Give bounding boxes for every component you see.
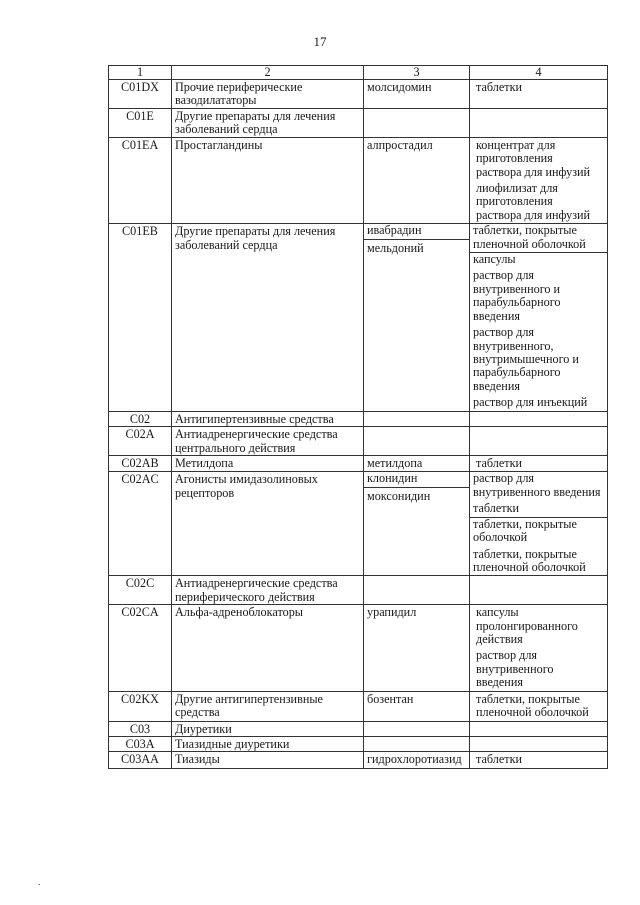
dosage-form: таблетки, покрытые пленочной оболочкой bbox=[473, 546, 586, 574]
drug-name-cell bbox=[364, 108, 470, 137]
table-row bbox=[109, 721, 608, 736]
dosage-form: таблетки, покрытые оболочкой bbox=[473, 516, 577, 545]
group-name: Агонисты имидазолиновых рецепторов bbox=[172, 472, 364, 576]
group-name: Другие антигипертензивные средства bbox=[172, 691, 364, 721]
drug-name-cell bbox=[364, 224, 470, 411]
group-name: Прочие периферические вазодилататоры bbox=[172, 80, 364, 109]
dosage-form: раствор для внутривенного и парабульбарного введения bbox=[473, 268, 561, 323]
drug-name-cell bbox=[364, 137, 470, 224]
atc-code: C02KX bbox=[109, 691, 172, 721]
drug-forms bbox=[473, 457, 604, 471]
table-row bbox=[109, 224, 608, 411]
dosage-form-cell bbox=[470, 455, 608, 471]
group-name: Другие препараты для лечения заболеваний сердца bbox=[172, 224, 364, 411]
group-name: Тиазидные диуретики bbox=[172, 736, 364, 751]
atc-code: C03A bbox=[109, 736, 172, 751]
column-number-1: 1 bbox=[109, 66, 172, 80]
dosage-form-cell bbox=[470, 752, 608, 768]
table-row bbox=[109, 427, 608, 456]
table-row bbox=[109, 108, 608, 137]
dosage-form: раствор для внутривенного введения bbox=[476, 648, 554, 690]
dosage-form-cell bbox=[470, 137, 608, 224]
drug-name-cell bbox=[364, 752, 470, 768]
atc-code: C01DX bbox=[109, 80, 172, 109]
drug-name: мельдоний bbox=[367, 240, 424, 255]
drug-name: молсидомин bbox=[367, 80, 432, 94]
table-row bbox=[109, 411, 608, 426]
table-row bbox=[109, 472, 608, 576]
drug-name-cell bbox=[364, 736, 470, 751]
drug-name: гидрохлоротиазид bbox=[367, 752, 462, 767]
atc-code: C02AC bbox=[109, 472, 172, 576]
dosage-form: таблетки, покрытые пленочной оболочкой bbox=[476, 691, 589, 720]
dosage-form: таблетки bbox=[476, 455, 523, 470]
dosage-form: раствор для инъекций bbox=[473, 395, 588, 410]
dosage-form: раствор для внутривенного введения bbox=[473, 471, 601, 499]
drug-name-cell bbox=[364, 721, 470, 736]
atc-code: C02 bbox=[109, 411, 172, 426]
drug-name: моксонидин bbox=[367, 488, 431, 503]
drug-name: метилдопа bbox=[367, 455, 423, 470]
drug-classification-table bbox=[108, 65, 608, 769]
drug-name-cell bbox=[364, 691, 470, 721]
drug-name: алпростадил bbox=[367, 137, 433, 152]
drug-forms bbox=[473, 606, 604, 691]
dosage-form-cell bbox=[470, 80, 608, 109]
column-number-4: 4 bbox=[470, 66, 608, 80]
page-number: 17 bbox=[313, 34, 327, 49]
table-row bbox=[109, 137, 608, 224]
table-header-row bbox=[109, 66, 608, 80]
drug-name-cell bbox=[364, 472, 470, 576]
dosage-form-cell bbox=[470, 736, 608, 751]
group-name: Антигипертензивные средства bbox=[172, 411, 364, 426]
atc-code: C01EB bbox=[109, 224, 172, 411]
atc-code: C02AB bbox=[109, 455, 172, 471]
atc-code: C02A bbox=[109, 427, 172, 456]
group-name: Диуретики bbox=[172, 721, 364, 736]
dosage-form-cell bbox=[470, 472, 608, 576]
atc-code: C03 bbox=[109, 721, 172, 736]
drug-forms bbox=[473, 81, 604, 95]
drug-forms bbox=[470, 253, 607, 411]
dosage-form: таблетки bbox=[473, 501, 520, 516]
group-name: Простагландины bbox=[172, 137, 364, 224]
column-number-2: 2 bbox=[172, 66, 364, 80]
table-row bbox=[109, 736, 608, 751]
dosage-form-cell bbox=[470, 427, 608, 456]
dosage-form-cell bbox=[470, 108, 608, 137]
drug-name: клонидин bbox=[364, 472, 469, 487]
drug-forms bbox=[470, 472, 607, 517]
drug-name-cell bbox=[364, 605, 470, 692]
dosage-form-cell bbox=[470, 576, 608, 605]
drug-forms bbox=[473, 139, 604, 224]
scan-mark: . bbox=[38, 877, 41, 887]
atc-code: C02C bbox=[109, 576, 172, 605]
column-number-3: 3 bbox=[364, 66, 470, 80]
table-row bbox=[109, 605, 608, 692]
group-name: Другие препараты для лечения заболеваний сердца bbox=[172, 108, 364, 137]
table-row bbox=[109, 752, 608, 768]
group-name: Антиадренергические средства периферического действия bbox=[172, 576, 364, 605]
table-row bbox=[109, 576, 608, 605]
table-row bbox=[109, 691, 608, 721]
table-row bbox=[109, 80, 608, 109]
group-name: Антиадренергические средства центрального действия bbox=[172, 427, 364, 456]
drug-name-cell bbox=[364, 427, 470, 456]
dosage-form: концентрат для приготовления раствора для инфузий bbox=[476, 137, 591, 179]
drug-name-cell bbox=[364, 411, 470, 426]
dosage-form-cell bbox=[470, 605, 608, 692]
atc-code: C03AA bbox=[109, 752, 172, 768]
table-row bbox=[109, 455, 608, 471]
dosage-form: таблетки bbox=[476, 80, 523, 94]
dosage-form: таблетки, покрытые пленочной оболочкой bbox=[473, 223, 586, 251]
group-name: Метилдопа bbox=[172, 455, 364, 471]
drug-forms bbox=[473, 693, 604, 721]
dosage-form-cell bbox=[470, 721, 608, 736]
atc-code: C01EA bbox=[109, 137, 172, 224]
dosage-form: капсулы пролонгированного действия bbox=[476, 605, 578, 647]
drug-name: урапидил bbox=[367, 605, 417, 620]
drug-forms bbox=[473, 753, 604, 767]
dosage-form-cell bbox=[470, 224, 608, 411]
drug-name: ивабрадин bbox=[364, 224, 469, 239]
dosage-form: таблетки bbox=[476, 752, 523, 767]
dosage-form-cell bbox=[470, 411, 608, 426]
dosage-form: капсулы bbox=[473, 252, 516, 267]
atc-code: C02CA bbox=[109, 605, 172, 692]
drug-forms bbox=[470, 518, 607, 576]
drug-name-cell bbox=[364, 455, 470, 471]
drug-name-cell bbox=[364, 80, 470, 109]
drug-name-cell bbox=[364, 576, 470, 605]
group-name: Альфа-адреноблокаторы bbox=[172, 605, 364, 692]
drug-name: бозентан bbox=[367, 691, 414, 706]
dosage-form-cell bbox=[470, 691, 608, 721]
group-name: Тиазиды bbox=[172, 752, 364, 768]
dosage-form: раствор для внутривенного, внутримышечного и парабульбарного введения bbox=[473, 325, 579, 393]
dosage-form: лиофилизат для приготовления раствора для инфузий bbox=[476, 180, 591, 222]
atc-code: C01E bbox=[109, 108, 172, 137]
drug-forms bbox=[470, 224, 607, 253]
